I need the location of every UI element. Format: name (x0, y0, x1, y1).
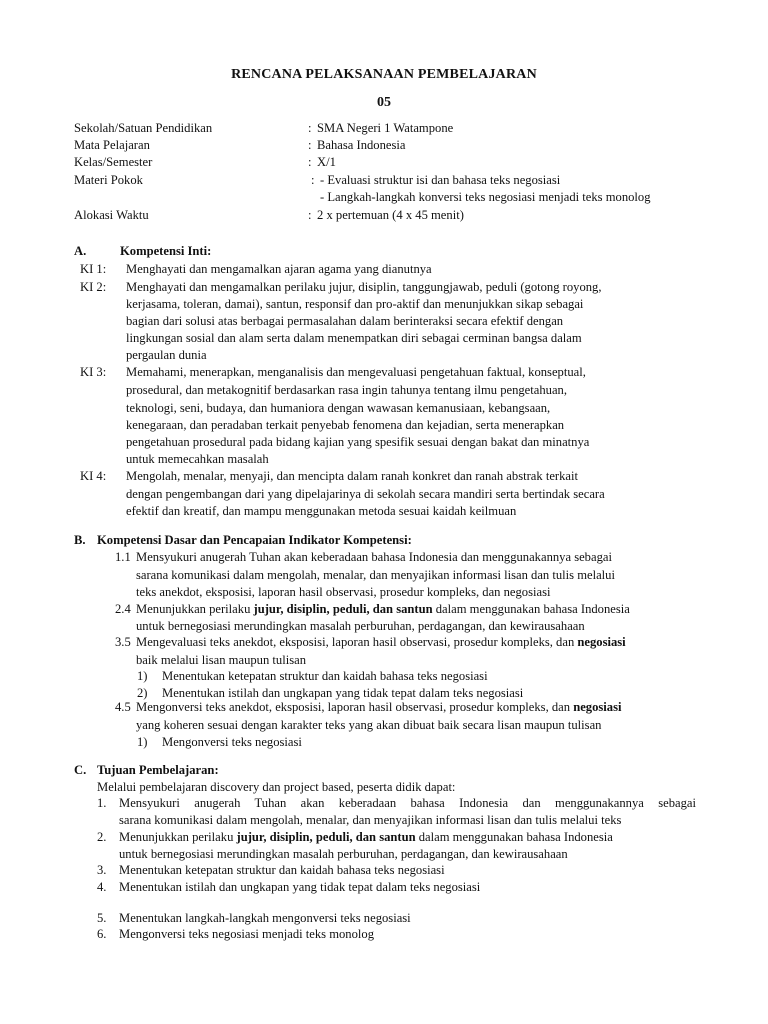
info-key: Mata Pelajaran (74, 138, 150, 152)
ki-1-text: Menghayati dan mengamalkan ajaran agama yang dianutnya (126, 262, 432, 276)
ki-2-text: Menghayati dan mengamalkan perilaku jujur, disiplin, tanggungjawab, peduli (gotong royong, (126, 280, 602, 294)
indicator-text: Menentukan ketepatan struktur dan kaidah bahasa teks negosiasi (162, 669, 488, 683)
ki-4-text: efektif dan kreatif, dan mampu menggunakan metoda sesuai kaidah keilmuan (126, 504, 517, 518)
indicator-number: 1) (137, 669, 148, 683)
section-b-letter: B. (74, 533, 86, 547)
kd-text: yang koheren sesuai dengan karakter teks yang akan dibuat baik secara lisan maupun tulisan (136, 718, 602, 732)
kd-text: untuk bernegosiasi merundingkan masalah perburuhan, perdagangan, dan kewirausahaan (136, 619, 585, 633)
info-value: - Evaluasi struktur isi dan bahasa teks negosiasi (320, 173, 561, 187)
goal-text: Menentukan langkah-langkah mengonversi teks negosiasi (119, 911, 411, 925)
kd-number: 4.5 (115, 700, 131, 714)
ki-3-label: KI 3: (80, 365, 107, 379)
ki-2-text: kerjasama, toleran, damai), santun, responsif dan pro-aktif dan menunjukkan sikap sebagai (126, 297, 584, 311)
ki-3-text: untuk memecahkan masalah (126, 452, 269, 466)
kd-text-part: Menunjukkan perilaku (136, 602, 254, 616)
goals-intro: Melalui pembelajaran discovery dan project based, peserta didik dapat: (97, 780, 456, 794)
goal-text: Menentukan ketepatan struktur dan kaidah bahasa teks negosiasi (119, 863, 445, 877)
section-c-heading: Tujuan Pembelajaran: (97, 763, 219, 777)
indicator-number: 2) (137, 686, 148, 700)
goal-number: 3. (97, 863, 107, 877)
indicator-text: Menentukan istilah dan ungkapan yang tidak tepat dalam teks negosiasi (162, 686, 524, 700)
info-key: Alokasi Waktu (74, 208, 149, 222)
goal-number: 1. (97, 796, 107, 810)
goal-text: Mengonversi teks negosiasi menjadi teks monolog (119, 927, 374, 941)
kd-text-part: Mengonversi teks anekdot, eksposisi, laporan hasil observasi, prosedur kompleks, dan (136, 700, 574, 714)
info-row-material (74, 172, 714, 189)
kd-number: 2.4 (115, 602, 131, 616)
info-colon: : (308, 121, 312, 135)
ki-1-label: KI 1: (80, 262, 107, 276)
goal-text (119, 829, 613, 845)
goal-text: untuk bernegosiasi merundingkan masalah perburuhan, perdagangan, dan kewirausahaan (119, 847, 568, 861)
kd-text (136, 699, 622, 715)
indicator-number: 1) (137, 735, 148, 749)
info-row-time (74, 207, 714, 224)
ki-3-text: teknologi, seni, budaya, dan humaniora dengan wawasan kemanusiaan, kebangsaan, (126, 401, 551, 415)
kd-text: baik melalui lisan maupun tulisan (136, 653, 306, 667)
ki-4-text: Mengolah, menalar, menyaji, dan mencipta dalam ranah konkret dan ranah abstrak terkait (126, 469, 578, 483)
kd-text-part: Mengevaluasi teks anekdot, eksposisi, laporan hasil observasi, prosedur kompleks, dan (136, 635, 578, 649)
goal-number: 5. (97, 911, 107, 925)
kd-text-bold: negosiasi (577, 635, 626, 649)
info-key: Materi Pokok (74, 173, 143, 187)
ki-2-text: pergaulan dunia (126, 348, 207, 362)
ki-3-text: prosedural, dan metakognitif berdasarkan rasa ingin tahunya tentang ilmu pengetahuan, (126, 383, 567, 397)
info-value: SMA Negeri 1 Watampone (317, 121, 454, 135)
kd-text-part: dalam menggunakan bahasa Indonesia (432, 602, 630, 616)
ki-3-text: kenegaraan, dan peradaban terkait penyebab fenomena dan kejadian, serta menerapkan (126, 418, 565, 432)
goal-number: 4. (97, 880, 107, 894)
info-value: X/1 (317, 155, 336, 169)
kd-number: 3.5 (115, 635, 131, 649)
indicator-text: Mengonversi teks negosiasi (162, 735, 302, 749)
info-row-subject (74, 137, 714, 154)
info-colon: : (308, 208, 312, 222)
goal-text-part: dalam menggunakan bahasa Indonesia (415, 830, 613, 844)
kd-text: Mensyukuri anugerah Tuhan akan keberadaan bahasa Indonesia dan menggunakannya sebagai (136, 550, 612, 564)
kd-text-bold: negosiasi (573, 700, 622, 714)
section-a-letter: A. (74, 244, 87, 258)
info-colon: : (311, 173, 315, 187)
goal-text: sarana komunikasi dalam mengolah, menalar, dan menyajikan informasi lisan dan tulis melalui teks (119, 813, 622, 827)
ki-4-label: KI 4: (80, 469, 107, 483)
kd-text: teks anekdot, eksposisi, laporan hasil observasi, prosedur kompleks, dan negosiasi (136, 585, 551, 599)
goal-number: 6. (97, 927, 107, 941)
ki-4-text: dengan pengembangan dari yang dipelajarinya di sekolah secara mandiri serta bertindak secara (126, 487, 605, 501)
goal-text: Mensyukuri anugerah Tuhan akan keberadaan bahasa Indonesia dan menggunakannya sebagai (119, 796, 696, 810)
kd-text (136, 601, 630, 617)
kd-text: sarana komunikasi dalam mengolah, menalar, dan menyajikan informasi lisan dan tulis melalui (136, 568, 615, 582)
ki-2-label: KI 2: (80, 280, 107, 294)
info-value-continued: - Langkah-langkah konversi teks negosiasi menjadi teks monolog (320, 190, 651, 204)
ki-2-text: bagian dari solusi atas berbagai permasalahan dalam berinteraksi secara efektif dengan (126, 314, 564, 328)
info-value: Bahasa Indonesia (317, 138, 406, 152)
info-value: 2 x pertemuan (4 x 45 menit) (317, 208, 464, 222)
goal-number: 2. (97, 830, 107, 844)
kd-text (136, 634, 626, 650)
document-number: 05 (377, 95, 391, 110)
goal-text: Menentukan istilah dan ungkapan yang tidak tepat dalam teks negosiasi (119, 880, 481, 894)
info-row-school (74, 120, 714, 137)
info-colon: : (308, 138, 312, 152)
ki-2-text: lingkungan sosial dan alam serta dalam menempatkan diri sebagai cerminan bangsa dalam (126, 331, 582, 345)
goal-text-part: Menunjukkan perilaku (119, 830, 237, 844)
document-title: RENCANA PELAKSANAAN PEMBELAJARAN (231, 67, 537, 82)
ki-3-text: Memahami, menerapkan, menganalisis dan mengevaluasi pengetahuan faktual, konseptual, (126, 365, 586, 379)
kd-text-bold: jujur, disiplin, peduli, dan santun (253, 602, 433, 616)
info-key: Sekolah/Satuan Pendidikan (74, 121, 213, 135)
info-colon: : (308, 155, 312, 169)
section-a-heading: Kompetensi Inti: (120, 244, 212, 258)
info-key: Kelas/Semester (74, 155, 153, 169)
kd-number: 1.1 (115, 550, 131, 564)
info-row-class (74, 154, 714, 171)
ki-3-text: pengetahuan prosedural pada bidang kajian yang spesifik sesuai dengan bakat dan minatnya (126, 435, 590, 449)
section-c-letter: C. (74, 763, 87, 777)
goal-text-bold: jujur, disiplin, peduli, dan santun (236, 830, 416, 844)
section-b-heading: Kompetensi Dasar dan Pencapaian Indikator Kompetensi: (97, 533, 412, 547)
